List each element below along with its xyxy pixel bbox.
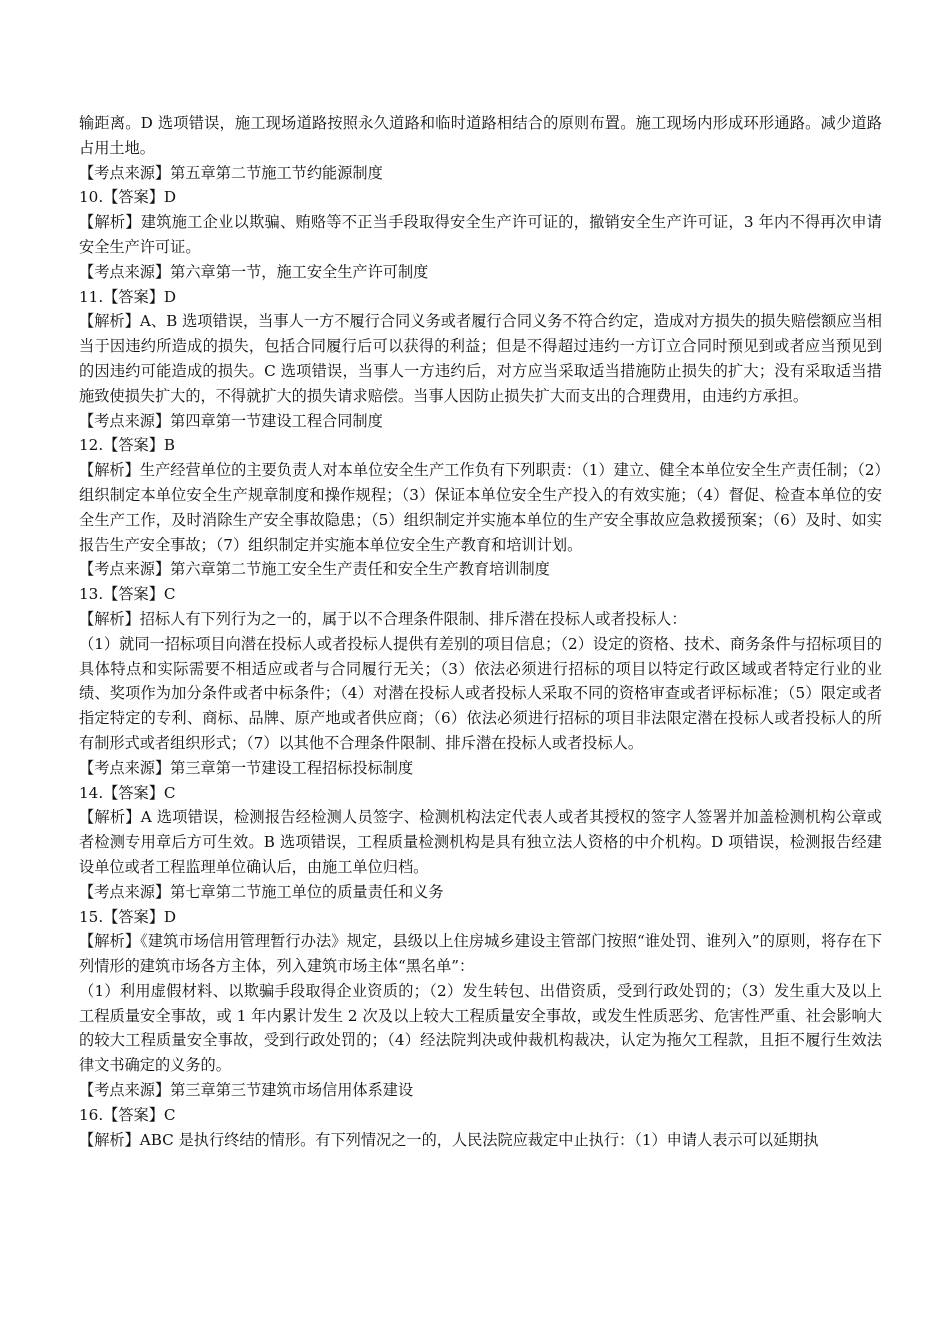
analysis-11: 【解析】A、B 选项错误，当事人一方不履行合同义务或者履行合同义务不符合约定，造成对方损失的损失赔偿额应当相当于因违约所造成的损失，包括合同履行后可以获得的利益；但是不得超过违约一方订立合同时预见到或者应当预见到的因违约可能造成的损失。C 选项错误，当事人一方违约后，对方应当采取适当措施防止损失的扩大；没有采取适当措施致使损失扩大的，不得就扩大的损失请求赔偿。当事人因防止损失扩大而支出的合理费用，由违约方承担。 [79,312,882,405]
analysis-12: 【解析】生产经营单位的主要负责人对本单位安全生产工作负有下列职责：（1）建立、健全本单位安全生产责任制；（2）组织制定本单位安全生产规章制度和操作规程；（3）保证本单位安全生产投入的有效实施；（4）督促、检查本单位的安全生产工作，及时消除生产安全事故隐患；（5）组织制定并实施本单位的生产安全事故应急救援预案；（6）及时、如实报告生产安全事故；（7）组织制定并实施本单位安全生产教育和培训计划。 [79,461,882,554]
answer-11: 11.【答案】D [79,287,177,306]
source-note-9: 【考点来源】第五章第二节施工节约能源制度 [79,163,383,182]
answer-10: 10.【答案】D [79,188,177,207]
analysis-13-list: （1）就同一招标项目向潜在投标人或者投标人提供有差别的项目信息；（2）设定的资格、技术、商务条件与招标项目的具体特点和实际需要不相适应或者与合同履行无关；（3）依法必须进行招标的项目以特定行政区域或者特定行业的业绩、奖项作为加分条件或者中标条件；（4）对潜在投标人或者投标人采取不同的资格审查或者评标标准；（5）限定或者指定特定的专利、商标、品牌、原产地或者供应商；（6）依法必须进行招标的项目非法限定潜在投标人或者投标人的所有制形式或者组织形式；（7）以其他不合理条件限制、排斥潜在投标人或者投标人。 [79,634,882,752]
source-note-13: 【考点来源】第三章第一节建设工程招标投标制度 [79,758,414,777]
source-note-15: 【考点来源】第三章第三节建筑市场信用体系建设 [79,1081,414,1100]
analysis-15-list: （1）利用虚假材料、以欺骗手段取得企业资质的；（2）发生转包、出借资质，受到行政处罚的；（3）发生重大及以上工程质量安全事故，或 1 年内累计发生 2 次及以上较大工程质量安全事故，或发生性质恶劣、危害性严重、社会影响大的较大工程质量安全事故，受到行政处罚的；（4）经法院判决或仲裁机构裁决，认定为拖欠工程款，且拒不履行生效法律文书确定的义务的。 [79,981,882,1075]
answer-16: 16.【答案】C [79,1105,176,1124]
analysis-14: 【解析】A 选项错误，检测报告经检测人员签字、检测机构法定代表人或者其授权的签字人签署并加盖检测机构公章或者检测专用章后方可生效。B 选项错误，工程质量检测机构是具有独立法人资格的中介机构。D 项错误，检测报告经建设单位或者工程监理单位确认后，由施工单位归档。 [79,808,882,876]
analysis-16: 【解析】ABC 是执行终结的情形。有下列情况之一的，人民法院应裁定中止执行：（1）申请人表示可以延期执 [79,1130,819,1149]
source-note-10: 【考点来源】第六章第一节，施工安全生产许可制度 [79,262,429,281]
source-note-14: 【考点来源】第七章第二节施工单位的质量责任和义务 [79,882,444,901]
answer-13: 13.【答案】C [79,585,176,604]
answer-12: 12.【答案】B [79,436,176,455]
analysis-13-intro: 【解析】招标人有下列行为之一的，属于以不合理条件限制、排斥潜在投标人或者投标人： [79,609,687,628]
analysis-15-intro: 【解析】《建筑市场信用管理暂行办法》规定，县级以上住房城乡建设主管部门按照“谁处罚、谁列入”的原则，将存在下列情形的建筑市场各方主体，列入建筑市场主体“黑名单”： [79,932,882,976]
answer-15: 15.【答案】D [79,907,177,926]
source-note-12: 【考点来源】第六章第二节施工安全生产责任和安全生产教育培训制度 [79,560,550,579]
source-note-11: 【考点来源】第四章第一节建设工程合同制度 [79,411,383,430]
paragraph-continuation: 输距离。D 选项错误，施工现场道路按照永久道路和临时道路相结合的原则布置。施工现场内形成环形通路。减少道路占用土地。 [79,114,882,157]
document-page [79,111,882,1152]
answer-14: 14.【答案】C [79,783,176,802]
analysis-10: 【解析】建筑施工企业以欺骗、贿赂等不正当手段取得安全生产许可证的，撤销安全生产许可证，3 年内不得再次申请安全生产许可证。 [79,213,882,256]
